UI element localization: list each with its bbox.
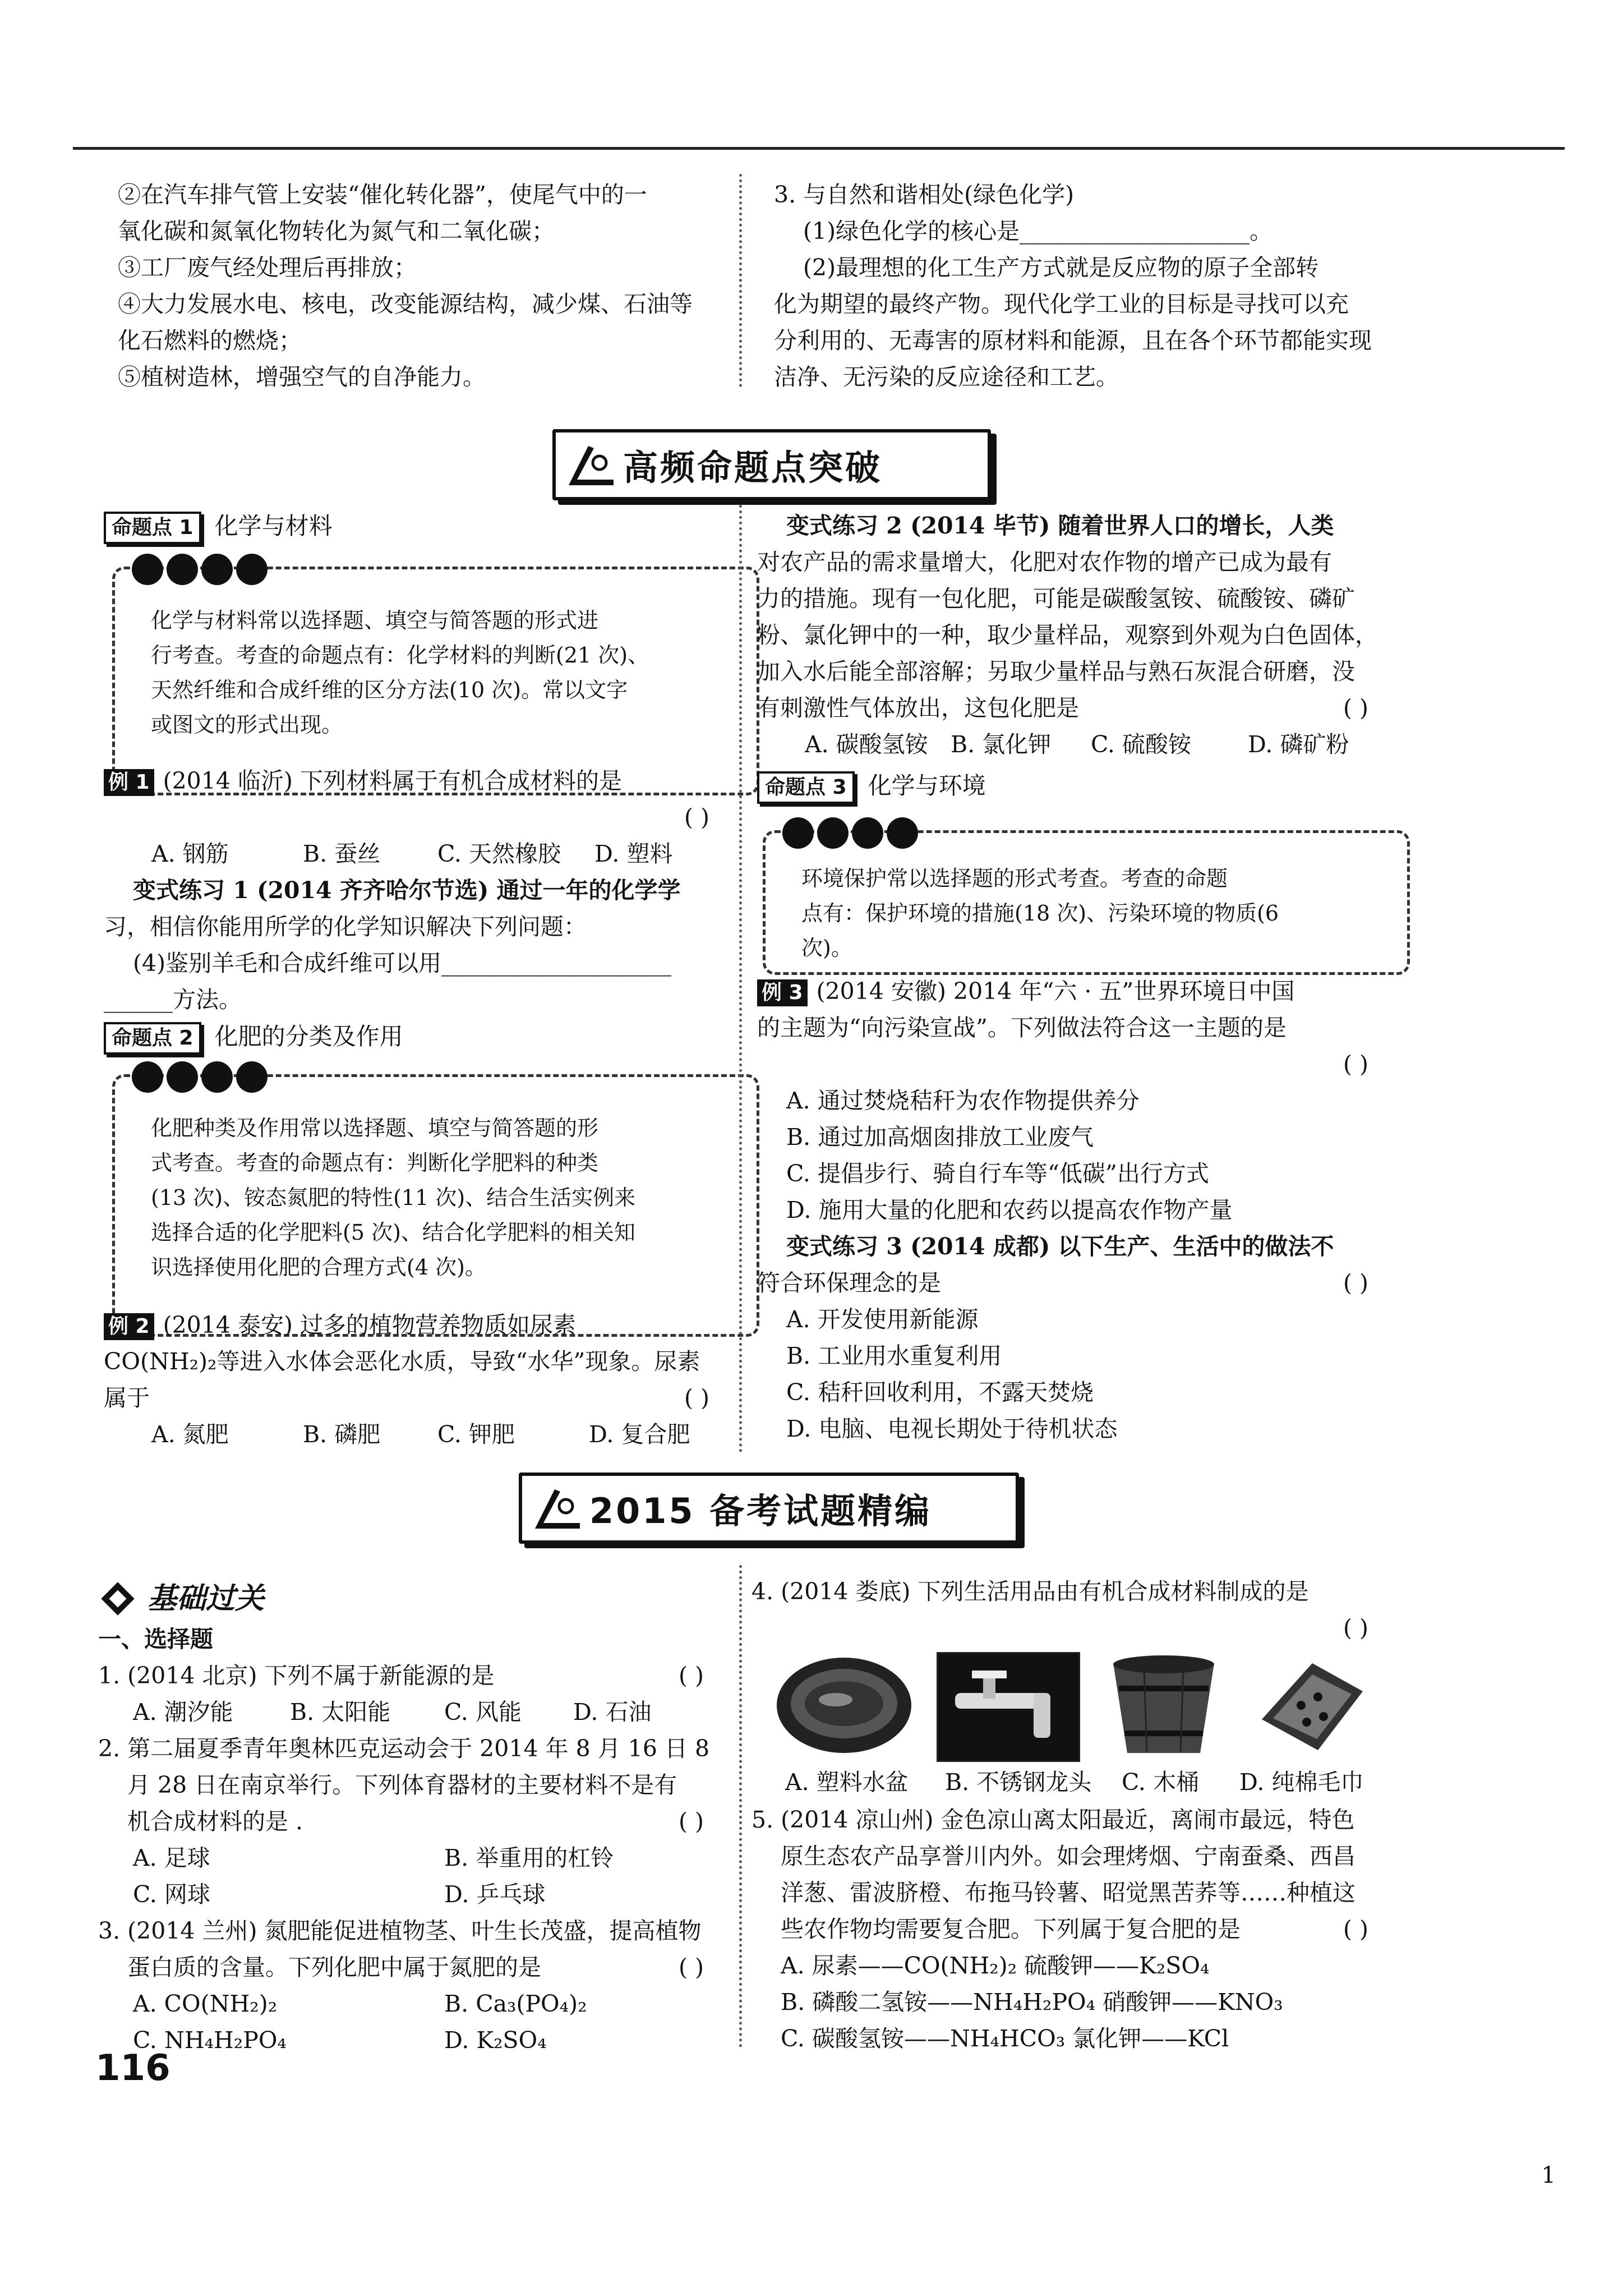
option: B. 磷肥 [303,1421,381,1448]
hint-line: 天然纤维和合成纤维的区分方法(10 次)。常以文字 [151,678,628,702]
answer-paren: ( ) [1343,1269,1368,1296]
variant-2-line: 力的措施。现有一包化肥，可能是碳酸氢铵、硫酸铵、磷矿 [757,585,1355,612]
option: B. 太阳能 [290,1699,391,1726]
option: B. 氯化钾 [951,731,1052,758]
point-title: 化学与材料 [214,512,333,540]
variant-2-block [757,508,1380,804]
point-2-header-block [104,1018,721,1055]
variant-3-line: 变式练习 3 (2014 成都) 以下生产、生活中的做法不 [786,1233,1334,1260]
question-text: 原生态农产品享誉川内外。如会理烤烟、宁南蚕桑、西昌 [781,1843,1355,1870]
variant-1-line: (4)鉴别羊毛和合成纤维可以用____________________ [133,950,672,977]
variant-2-line: 加入水后能全部溶解；另取少量样品与熟石灰混合研磨，没 [757,658,1355,685]
top-left-block [118,177,723,395]
option: D. K₂SO₄ [444,2027,547,2054]
example-text: 的主题为“向污染宣战”。下列做法符合这一主题的是 [757,1014,1287,1041]
option: C. 提倡步行、骑自行车等“低碳”出行方式 [786,1160,1209,1187]
example-1-options [104,836,721,872]
top-right-block [774,177,1391,395]
question-text: 1. (2014 北京) 下列不属于新能源的是 [98,1662,495,1689]
option: A. 足球 [133,1844,210,1871]
option: B. 蚕丝 [303,840,381,867]
column-divider [739,1565,742,2047]
text-line: ⑤植树造林，增强空气的自净能力。 [118,364,486,390]
example-label: 例 1 [104,769,154,796]
point-tag: 命题点 1 [104,512,201,544]
question-text: 洋葱、雷波脐橙、布拖马铃薯、昭觉黑苦荞等……种植这 [781,1879,1355,1906]
hint-line: 环境保护常以选择题的形式考查。考查的命题 [801,866,1228,891]
example-label: 例 3 [757,979,808,1006]
answer-paren: ( ) [1343,1916,1368,1943]
option: D. 塑料 [594,840,673,867]
variant-2-options [757,726,1380,763]
point-3-header [757,767,1380,804]
hint-box-2 [112,1074,759,1337]
section-banner-high-frequency [552,429,991,500]
text-line: ④大力发展水电、核电，改变能源结构，减少煤、石油等 [118,291,693,318]
question-text: 些农作物均需要复合肥。下列属于复合肥的是 [781,1916,1241,1943]
question-1-options [98,1694,721,1731]
question-4-images [774,1652,1380,1775]
option: A. 碳酸氢铵 [805,731,928,758]
text-line: 3. 与自然和谐相处(绿色化学) [774,181,1075,208]
point-title: 化肥的分类及作用 [214,1023,403,1050]
point-1-header [104,508,721,544]
example-3-question [757,973,1380,1010]
question-5-last [751,1911,1380,1948]
variant-2-last [757,690,1380,726]
banner-title: 2015 备考试题精编 [589,1490,932,1531]
basic-title: 基础过关 [147,1581,265,1616]
example-3-block [757,973,1380,1447]
answer-paren: ( ) [678,1954,704,1981]
option: A. 开发使用新能源 [786,1306,979,1333]
page-number: 116 [95,2047,170,2089]
variant-1-line: 变式练习 1 (2014 齐齐哈尔节选) 通过一年的化学学 [133,877,681,904]
option: D. 磷矿粉 [1248,731,1349,758]
question-text: 4. (2014 娄底) 下列生活用品由有机合成材料制成的是 [751,1578,1309,1605]
point-tag: 命题点 3 [757,771,855,804]
point-tag: 命题点 2 [104,1022,201,1055]
option: B. 举重用的杠铃 [444,1844,614,1871]
option-caption: B. 不锈钢龙头 [945,1769,1092,1796]
example-text: (2014 临沂) 下列材料属于有机合成材料的是 [163,767,622,794]
answer-paren: ( ) [678,1662,704,1689]
question-text: 3. (2014 兰州) 氮肥能促进植物茎、叶生长茂盛，提高植物 [98,1917,702,1944]
option: B. 通过加高烟囱排放工业废气 [786,1124,1094,1151]
option: B. 磷酸二氢铵——NH₄H₂PO₄ 硝酸钾——KNO₃ [781,1989,1283,2016]
variant-3-line: 符合环保理念的是 [757,1269,941,1296]
hint-box-3 [763,830,1410,975]
text-line: ③工厂废气经处理后再排放； [118,254,417,281]
question-2-options-row1 [98,1840,721,1876]
option: C. 天然橡胶 [437,840,561,867]
column-divider [739,174,742,387]
option: D. 石油 [573,1699,652,1726]
cotton-towel-image [1251,1652,1374,1759]
option: C. 碳酸氢铵——NH₄HCO₃ 氯化钾——KCl [781,2025,1229,2052]
text-line: 氧化碳和氮氧化物转化为氮气和二氧化碳； [118,218,555,245]
hint-line: 行考查。考查的命题点有：化学材料的判断(21 次)、 [151,643,649,668]
hint-line: 化学与材料常以选择题、填空与简答题的形式进 [151,608,599,633]
banner-title: 高频命题点突破 [623,447,883,488]
example-1-question [104,763,721,799]
pen-logo-icon [532,1484,583,1532]
option: D. 乒乓球 [444,1881,546,1908]
variant-3-last [757,1265,1380,1301]
left-column-points [104,508,721,544]
example-text: 属于 [104,1384,150,1411]
variant-1-line: ______方法。 [104,986,242,1013]
question-4-captions [785,1764,1391,1801]
option: C. 硫酸铵 [1091,731,1191,758]
question-3-options-row2 [98,2022,721,2059]
variant-2-line: 粉、氯化钾中的一种，取少量样品，观察到外观为白色固体， [757,622,1378,648]
question-5-block [751,1802,1380,2057]
example-text: (2014 泰安) 过多的植物营养物质如尿素 [163,1312,576,1338]
question-2-last [98,1803,721,1840]
variant-2-line: 对农产品的需求量增大，化肥对农作物的增产已成为最有 [757,549,1332,576]
question-3-last [98,1949,721,1986]
question-text: 机合成材料的是 . [127,1808,303,1835]
text-line: 洁净、无污染的反应途径和工艺。 [774,364,1119,390]
section-label: 一、选择题 [98,1626,213,1653]
answer-paren: ( ) [684,1384,709,1411]
option: C. 秸秆回收利用，不露天焚烧 [786,1379,1094,1406]
hint-line: 点有：保护环境的措施(18 次)、污染环境的物质(6 [801,901,1279,926]
option: A. CO(NH₂)₂ [133,1990,278,2017]
decor-dots [782,817,918,849]
column-divider [739,505,742,1453]
option: B. Ca₃(PO₄)₂ [444,1990,587,2017]
example-label: 例 2 [104,1313,154,1340]
answer-paren: ( ) [1343,694,1368,721]
hint-line: 化肥种类及作用常以选择题、填空与简答题的形 [151,1116,599,1140]
variant-2-line: 变式练习 2 (2014 毕节) 随着世界人口的增长，人类 [786,512,1334,539]
text-line: (2)最理想的化工生产方式就是反应物的原子全部转 [803,254,1319,281]
option: D. 复合肥 [589,1421,690,1448]
option: C. 风能 [444,1699,522,1726]
option: A. 尿素——CO(NH₂)₂ 硫酸钾——K₂SO₄ [781,1952,1210,1979]
hint-line: 式考查。考查的命题点有：判断化学肥料的种类 [151,1151,599,1175]
question-text: 5. (2014 凉山州) 金色凉山离太阳最近，离闹市最远，特色 [751,1806,1355,1833]
option: C. 网球 [133,1881,210,1908]
variant-2-line: 有刺激性气体放出，这包化肥是 [757,694,1079,721]
question-text: 月 28 日在南京举行。下列体育器材的主要材料不是有 [127,1772,677,1798]
hint-line: 选择合适的化学肥料(5 次)、结合化学肥料的相关知 [151,1220,635,1245]
text-line: 分利用的、无毒害的原材料和能源，且在各个环节都能实现 [774,327,1372,354]
answer-paren: ( ) [1343,1614,1368,1641]
question-text: 2. 第二届夏季青年奥林匹克运动会于 2014 年 8 月 16 日 8 [98,1735,710,1762]
decor-dots [132,1061,268,1093]
option: A. 通过焚烧秸秆为农作物提供养分 [786,1087,1140,1114]
example-2-question [104,1307,721,1343]
wooden-bucket-image [1105,1652,1223,1759]
question-2-options-row2 [98,1876,721,1913]
option-caption: C. 木桶 [1122,1769,1199,1796]
hint-line: 或图文的形式出现。 [151,712,343,737]
option: A. 潮汐能 [133,1699,233,1726]
text-line: ②在汽车排气管上安装“催化转化器”，使尾气中的一 [118,181,647,208]
example-text: (2014 安徽) 2014 年“六 · 五”世界环境日中国 [816,978,1295,1005]
text-line: 化石燃料的燃烧； [118,327,302,354]
answer-paren: ( ) [1343,1051,1368,1078]
point-title: 化学与环境 [868,772,986,799]
option: D. 施用大量的化肥和农药以提高农作物产量 [786,1197,1233,1223]
hint-box-1 [112,567,759,795]
pen-logo-icon [566,440,616,489]
diamond-icon [98,1579,137,1618]
hint-line: (13 次)、铵态氮肥的特性(11 次)、结合生活实例来 [151,1185,636,1210]
example-2-last [104,1380,721,1416]
question-1 [98,1658,721,1694]
hint-line: 次)。 [801,936,852,960]
basic-header [98,1576,721,1621]
variant-1-line: 习，相信你能用所学的化学知识解决下列问题： [104,913,587,940]
option: C. NH₄H₂PO₄ [133,2027,287,2054]
answer-paren: ( ) [684,804,709,831]
question-text: 蛋白质的含量。下列化肥中属于氮肥的是 [127,1954,541,1981]
answer-paren: ( ) [678,1808,704,1835]
option-caption: D. 纯棉毛巾 [1239,1769,1364,1796]
question-4-block [751,1573,1380,1646]
option: A. 氮肥 [151,1421,229,1448]
option-caption: A. 塑料水盆 [785,1769,909,1796]
example-text: CO(NH₂)₂等进入水体会恶化水质，导致“水华”现象。尿素 [104,1348,700,1375]
top-rule [73,147,1565,150]
steel-faucet-image [937,1652,1080,1762]
question-3-options-row1 [98,1986,721,2022]
option: B. 工业用水重复利用 [786,1342,1002,1369]
text-line: (1)绿色化学的核心是____________________。 [803,218,1273,245]
section-banner-2015 [519,1473,1019,1544]
example-1-block [104,763,721,1018]
text-line: 化为期望的最终产物。现代化学工业的目标是寻找可以充 [774,291,1349,318]
decor-dots [132,554,268,585]
corner-number: 1 [1541,2162,1556,2188]
option: D. 电脑、电视长期处于待机状态 [786,1415,1118,1442]
option: A. 钢筋 [151,840,229,867]
hint-line: 识选择使用化肥的合理方式(4 次)。 [151,1255,486,1280]
option: C. 钾肥 [437,1421,515,1448]
plastic-basin-image [774,1652,914,1759]
point-2-header [104,1018,721,1055]
basic-section [98,1576,721,2059]
example-2-block [104,1307,721,1453]
example-2-options [104,1416,721,1453]
